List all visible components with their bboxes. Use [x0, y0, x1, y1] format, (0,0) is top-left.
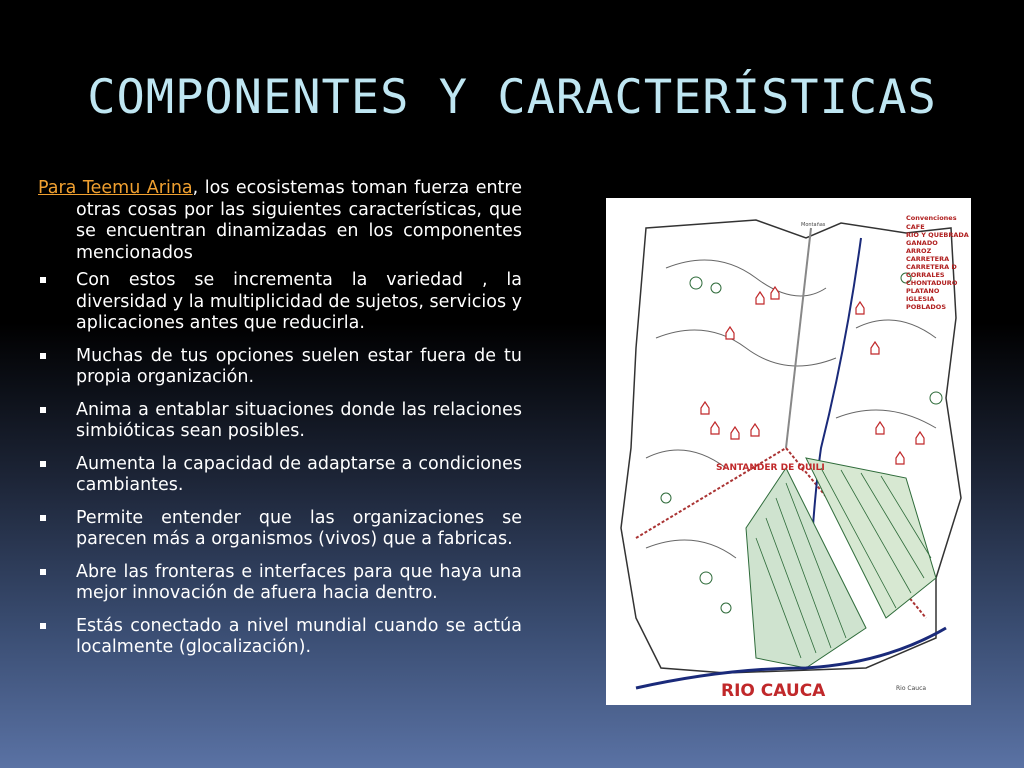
- square-bullet-icon: [40, 461, 46, 467]
- top-label: Montañas: [801, 222, 826, 228]
- tree-icon: [690, 277, 702, 289]
- hand-drawn-map-image: [606, 198, 971, 705]
- svg-text:Convenciones: Convenciones: [906, 214, 957, 222]
- list-item: Muchas de tus opciones suelen estar fuera de tu propia organización.: [38, 346, 522, 389]
- house-icon: [756, 292, 764, 304]
- tree-icon: [930, 392, 942, 404]
- slide-title: COMPONENTES Y CARACTERÍSTICAS: [87, 70, 937, 125]
- square-bullet-icon: [40, 277, 46, 283]
- svg-text:CARRETERA D: CARRETERA D: [906, 263, 957, 271]
- square-bullet-icon: [40, 407, 46, 413]
- bullet-list: [38, 270, 522, 659]
- list-item: Estás conectado a nivel mundial cuando se actúa localmente (glocalización).: [38, 616, 522, 659]
- house-icon: [876, 422, 884, 434]
- list-item: Permite entender que las organizaciones se parecen más a organismos (vivos) que a fabricas.: [38, 508, 522, 551]
- square-bullet-icon: [40, 515, 46, 521]
- tree-icon: [661, 493, 671, 503]
- intro-paragraph: [38, 178, 522, 264]
- tree-icon: [721, 603, 731, 613]
- list-item: Anima a entablar situaciones donde las relaciones simbióticas sean posibles.: [38, 400, 522, 443]
- svg-text:IGLESIA: IGLESIA: [906, 295, 935, 303]
- house-icon: [896, 452, 904, 464]
- svg-text:POBLADOS: POBLADOS: [906, 303, 947, 311]
- intro-text: , los ecosistemas toman fuerza entre otras cosas por las siguientes características, que se encuentran dinamizadas en los componentes mencionados: [76, 178, 522, 263]
- svg-text:CARRETERA: CARRETERA: [906, 255, 950, 263]
- square-bullet-icon: [40, 353, 46, 359]
- svg-text:PLATANO: PLATANO: [906, 287, 940, 295]
- slide-body: [38, 178, 522, 670]
- list-item: Abre las fronteras e interfaces para que haya una mejor innovación de afuera hacia dentro.: [38, 562, 522, 605]
- river-label: RIO CAUCA: [721, 681, 826, 701]
- road-line: [786, 228, 811, 448]
- tree-icon: [711, 283, 721, 293]
- house-icon: [856, 302, 864, 314]
- house-icon: [751, 424, 759, 436]
- map-legend: [906, 214, 969, 311]
- svg-text:CORRALES: CORRALES: [906, 271, 945, 279]
- house-icon: [726, 327, 734, 339]
- svg-text:ARROZ: ARROZ: [906, 247, 932, 255]
- house-icon: [871, 342, 879, 354]
- house-icon: [711, 422, 719, 434]
- list-item: Aumenta la capacidad de adaptarse a condiciones cambiantes.: [38, 454, 522, 497]
- svg-text:CAFE: CAFE: [906, 223, 925, 231]
- list-item: Con estos se incrementa la variedad , la diversidad y la multiplicidad de sujetos, servicios y aplicaciones antes que reducirla.: [38, 270, 522, 335]
- house-icon: [701, 402, 709, 414]
- svg-text:RIO Y QUEBRADA: RIO Y QUEBRADA: [906, 231, 969, 239]
- map-drawing: [606, 198, 971, 705]
- teemu-arina-link[interactable]: Para Teemu Arina: [38, 178, 193, 198]
- river-small-label: Rio Cauca: [896, 685, 927, 692]
- house-icon: [916, 432, 924, 444]
- tree-icon: [700, 572, 712, 584]
- square-bullet-icon: [40, 623, 46, 629]
- house-icon: [731, 427, 739, 439]
- square-bullet-icon: [40, 569, 46, 575]
- svg-text:CHONTADURO: CHONTADURO: [906, 279, 958, 287]
- svg-text:GANADO: GANADO: [906, 239, 938, 247]
- town-label: SANTANDER DE QUILI: [716, 463, 825, 473]
